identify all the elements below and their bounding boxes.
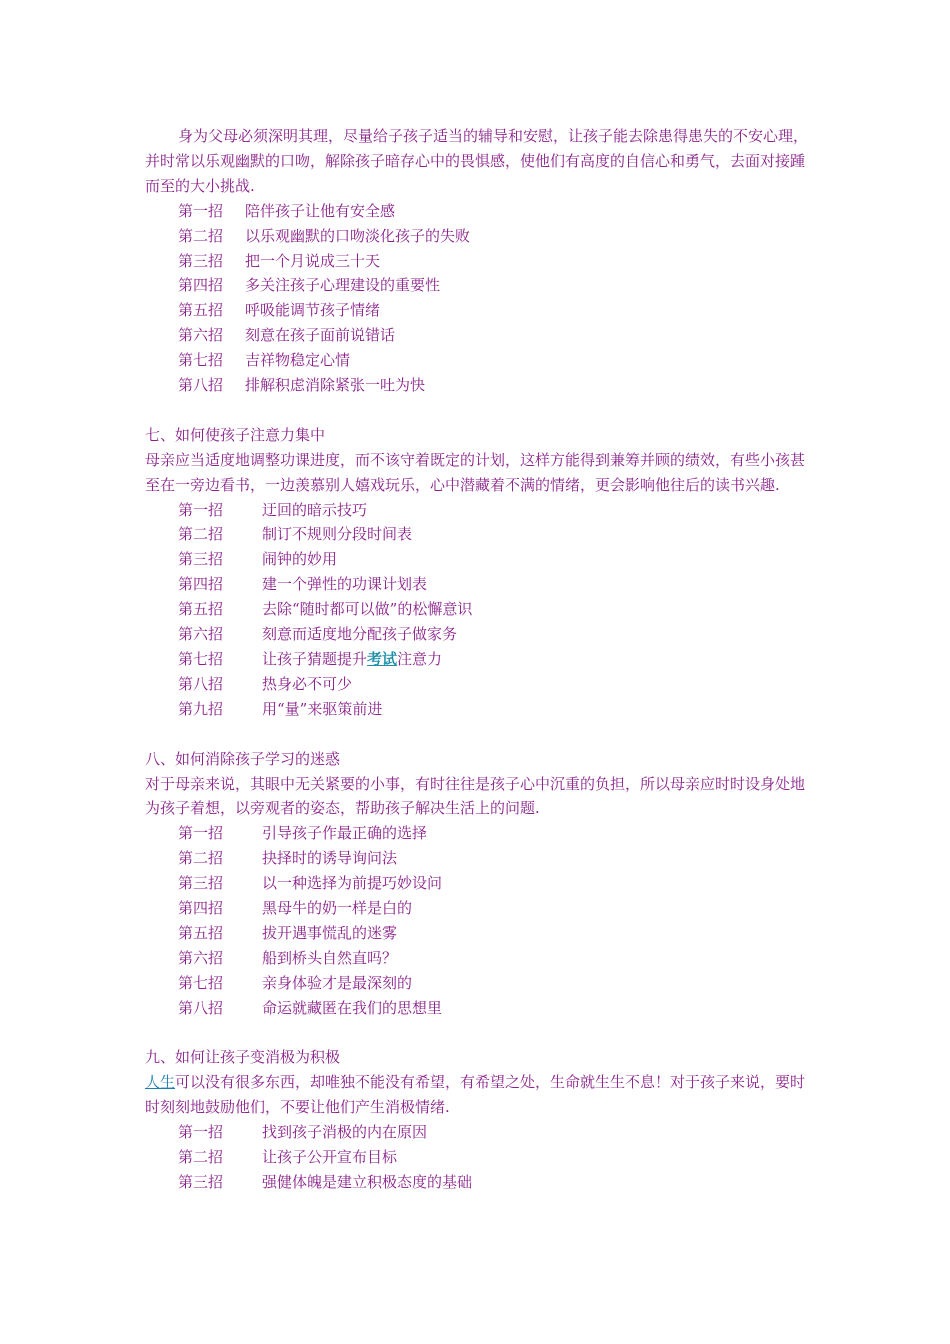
list-item <box>145 348 810 373</box>
list-item <box>145 597 810 622</box>
item-text: 抉择时的诱导询问法 <box>262 849 398 868</box>
intro-paragraph: 身为父母必须深明其理，尽量给子孩子适当的辅导和安慰，让孩子能去除患得患失的不安心理，并时常以乐观幽默的口吻，解除孩子暗存心中的畏惧感，使他们有高度的自信心和勇气，去面对接踵而至的大小挑战. <box>145 127 809 195</box>
item-text: 以乐观幽默的口吻淡化孩子的失败 <box>245 226 471 245</box>
item-number: 第九招 <box>178 699 224 718</box>
item-text: 刻意而适度地分配孩子做家务 <box>262 625 458 644</box>
item-text: 黑母牛的奶一样是白的 <box>262 899 413 918</box>
item-text: 热身必不可少 <box>262 674 353 693</box>
item-text: 把一个月说成三十天 <box>245 251 381 270</box>
list-item <box>145 647 810 672</box>
list-item <box>145 572 810 597</box>
list-item <box>145 273 810 298</box>
item-number: 第一招 <box>178 1123 224 1142</box>
item-number: 第八招 <box>178 998 224 1017</box>
item-text: 去除“随时都可以做”的松懈意识 <box>262 600 473 619</box>
list-item <box>145 896 810 921</box>
item-text: 命运就藏匿在我们的思想里 <box>262 998 443 1017</box>
item-number: 第六招 <box>178 948 224 967</box>
item-number: 第四招 <box>178 276 224 295</box>
item-number: 第二招 <box>178 1148 224 1167</box>
list-item <box>145 697 810 722</box>
list-item <box>145 199 810 224</box>
item-number: 第五招 <box>178 600 224 619</box>
item-number: 第三招 <box>178 874 224 893</box>
item-text: 建一个弹性的功课计划表 <box>262 575 428 594</box>
item-number: 第七招 <box>178 973 224 992</box>
list-item <box>145 498 810 523</box>
item-number: 第二招 <box>178 525 224 544</box>
item-text: 拔开遇事慌乱的迷雾 <box>262 923 398 942</box>
item-number: 第八招 <box>178 376 224 395</box>
list-item <box>145 871 810 896</box>
section-paragraph: 母亲应当适度地调整功课进度，而不该守着既定的计划，这样方能得到兼筹并顾的绩效，有些小孩甚至在一旁边看书，一边羡慕别人嬉戏玩乐，心中潜藏着不满的情绪，更会影响他往后的读书兴趣. <box>145 450 806 494</box>
item-text: 引导孩子作最正确的选择 <box>262 824 428 843</box>
section-paragraph: 对于母亲来说，其眼中无关紧要的小事，有时往往是孩子心中沉重的负担，所以母亲应时时设身处地为孩子着想，以旁观者的姿态，帮助孩子解决生活上的问题. <box>145 774 806 818</box>
life-link[interactable]: 人生 <box>145 1073 176 1092</box>
item-text: 迂回的暗示技巧 <box>262 500 368 519</box>
item-text: 陪伴孩子让他有安全感 <box>245 201 396 220</box>
exam-link[interactable]: 考试 <box>367 650 398 669</box>
section-3-list <box>145 821 810 1020</box>
list-item <box>145 921 810 946</box>
item-text: 用“量”来驱策前进 <box>262 699 383 718</box>
item-number: 第一招 <box>178 201 224 220</box>
spacer <box>145 398 810 423</box>
list-item <box>145 946 810 971</box>
section-paragraph <box>145 1070 810 1120</box>
item-text: 让孩子公开宣布目标 <box>262 1148 398 1167</box>
item-text <box>262 647 442 672</box>
item-text: 找到孩子消极的内在原因 <box>262 1123 428 1142</box>
item-number: 第五招 <box>178 923 224 942</box>
item-text: 亲身体验才是最深刻的 <box>262 973 413 992</box>
list-item <box>145 323 810 348</box>
list-item <box>145 622 810 647</box>
item-number: 第四招 <box>178 899 224 918</box>
item-number: 第七招 <box>178 650 224 669</box>
document-page <box>145 124 810 1195</box>
item-number: 第五招 <box>178 301 224 320</box>
item-number: 第三招 <box>178 550 224 569</box>
section-4-list <box>145 1120 810 1195</box>
list-item <box>145 298 810 323</box>
item-number: 第二招 <box>178 226 224 245</box>
item-number: 第三招 <box>178 1173 224 1192</box>
list-item <box>145 846 810 871</box>
item-text: 刻意在孩子面前说错话 <box>245 326 396 345</box>
item-text-pre: 让孩子猜题提升 <box>262 650 368 669</box>
list-item <box>145 996 810 1021</box>
item-number: 第一招 <box>178 500 224 519</box>
item-text: 以一种选择为前提巧妙设问 <box>262 874 443 893</box>
item-text: 闹钟的妙用 <box>262 550 338 569</box>
list-item <box>145 224 810 249</box>
list-item <box>145 971 810 996</box>
section-2-list <box>145 498 810 722</box>
item-text: 多关注孩子心理建设的重要性 <box>245 276 441 295</box>
spacer <box>145 1021 810 1046</box>
list-item <box>145 249 810 274</box>
item-number: 第一招 <box>178 824 224 843</box>
item-text: 吉祥物稳定心情 <box>245 351 351 370</box>
spacer <box>145 722 810 747</box>
list-item <box>145 821 810 846</box>
list-item <box>145 547 810 572</box>
section-heading: 九、如何让孩子变消极为积极 <box>145 1048 341 1067</box>
item-text: 强健体魄是建立积极态度的基础 <box>262 1173 473 1192</box>
item-text-post: 注意力 <box>397 650 443 669</box>
item-text: 船到桥头自然直吗？ <box>262 948 398 967</box>
item-number: 第四招 <box>178 575 224 594</box>
paragraph-text: 可以没有很多东西，却唯独不能没有希望，有希望之处，生命就生生不息！对于孩子来说，要时时刻刻地鼓励他们，不要让他们产生消极情绪. <box>145 1073 806 1117</box>
item-number: 第二招 <box>178 849 224 868</box>
item-number: 第六招 <box>178 625 224 644</box>
list-item <box>145 672 810 697</box>
item-number: 第六招 <box>178 326 224 345</box>
item-text: 制订不规则分段时间表 <box>262 525 413 544</box>
item-number: 第八招 <box>178 674 224 693</box>
list-item <box>145 1120 810 1145</box>
section-heading: 七、如何使孩子注意力集中 <box>145 425 326 444</box>
section-1-list <box>145 199 810 398</box>
list-item <box>145 522 810 547</box>
item-number: 第三招 <box>178 251 224 270</box>
item-number: 第七招 <box>178 351 224 370</box>
list-item <box>145 373 810 398</box>
section-heading: 八、如何消除孩子学习的迷惑 <box>145 749 341 768</box>
list-item <box>145 1170 810 1195</box>
item-text: 排解积虑消除紧张一吐为快 <box>245 376 426 395</box>
item-text: 呼吸能调节孩子情绪 <box>245 301 381 320</box>
list-item <box>145 1145 810 1170</box>
